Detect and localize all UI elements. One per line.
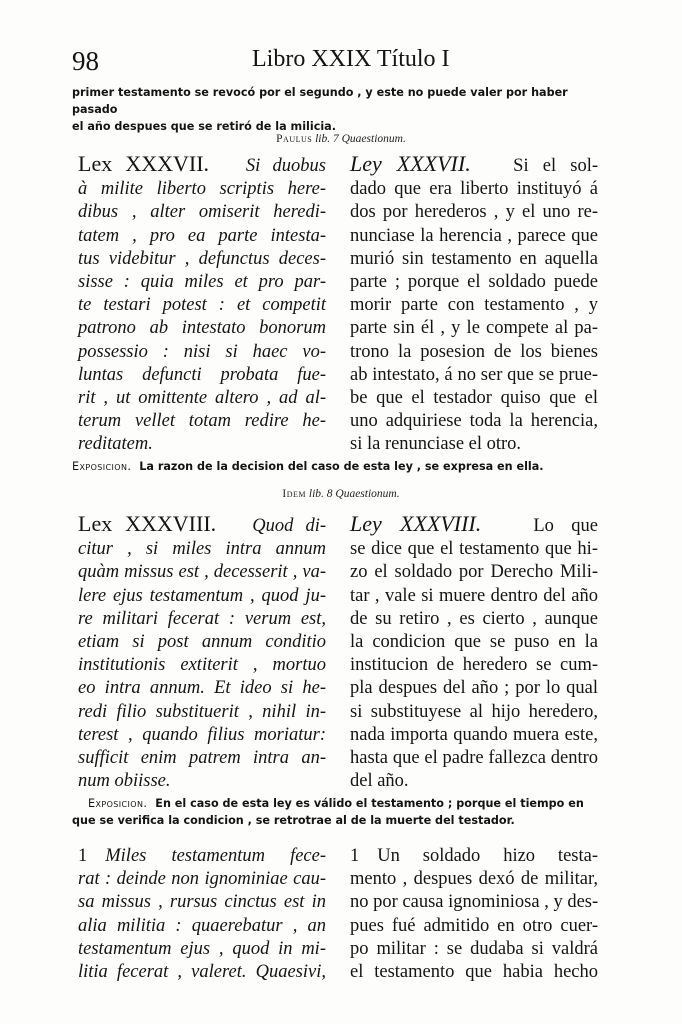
- law37-spanish-lead: Ley XXXVII.: [350, 151, 471, 176]
- latin-line: litia fecerat , valeret. Quaesivi,: [78, 962, 326, 983]
- spanish-line: mento , despues dexó de militar,: [350, 869, 598, 890]
- spanish-line: murió sin testamento en aquella: [350, 248, 598, 269]
- exposition-text: En el caso de esta ley es válido el testamento ; porque el tiempo en: [155, 797, 584, 810]
- spanish-line: parte sin él , y le compete al pa-: [350, 318, 598, 339]
- spanish-line: trono la posesion de los bienes: [350, 341, 598, 362]
- spanish-line: Un soldado hizo testa-: [377, 846, 598, 866]
- latin-line: Miles testamentum fece-: [105, 846, 326, 866]
- law38-latin-lead: Lex XXXVIII.: [78, 511, 217, 536]
- spanish-line: parte ; porque el soldado puede: [350, 272, 598, 293]
- intro-line: primer testamento se revocó por el segundo , y este no puede valer por haber pasado: [72, 86, 568, 116]
- spanish-line: si la renunciase el otro.: [350, 434, 522, 455]
- latin-line: eo intra annum. Et ideo si he-: [78, 678, 326, 699]
- intro-paragraph: [72, 84, 612, 135]
- spanish-line: si substituyese al hijo heredero,: [350, 701, 598, 722]
- spanish-line: hasta que el padre fallezca dentro: [350, 748, 598, 769]
- section1-latin-text: [78, 845, 326, 984]
- page-header: [72, 42, 612, 76]
- latin-line: rat : deinde non ignominiae cau-: [78, 869, 326, 890]
- spanish-line: pla despues del año ; por lo qual: [350, 678, 598, 699]
- spanish-line: zo el soldado por Derecho Mili-: [350, 562, 598, 583]
- spanish-line: Lo que: [533, 516, 599, 536]
- latin-line: terest , quando filius moriatur:: [78, 724, 326, 745]
- spanish-line: se dice que el testamento que hi-: [350, 539, 598, 560]
- spanish-line: be que el testador quiso que el: [350, 388, 598, 409]
- spanish-line: Si el sol-: [513, 156, 599, 176]
- exposition-label: Exposicion.: [88, 797, 148, 810]
- page-number: 98: [72, 46, 99, 76]
- law38-spanish-lead: Ley XXXVIII.: [350, 511, 482, 536]
- latin-line: etiam si post annum conditio: [78, 632, 326, 653]
- latin-line: possessio : nisi si haec vo-: [78, 341, 326, 362]
- law37-spanish-text: [350, 152, 598, 457]
- latin-line: alia militia : quaerebatur , an: [78, 915, 326, 936]
- latin-line: Quod di-: [252, 516, 327, 536]
- latin-line: terum vellet totam redire he-: [78, 411, 326, 432]
- law37-latin-lead: Lex XXXVII.: [78, 151, 210, 176]
- latin-line: tatem , pro ea parte intesta-: [78, 225, 326, 246]
- latin-line: luntas defuncti probata fue-: [78, 364, 326, 385]
- law38-source: [0, 488, 682, 500]
- latin-line: reditatem.: [78, 434, 153, 455]
- spanish-line: morir parte con testamento , y: [350, 295, 598, 316]
- law38-spanish-text: [350, 512, 598, 793]
- spanish-line: nunciase la herencia , parece que: [350, 225, 598, 246]
- latin-line: redi filio substituerit , nihil in-: [78, 701, 326, 722]
- law37-source-author: Paulus: [276, 133, 313, 145]
- latin-line: Si duobus: [245, 156, 327, 176]
- law38-source-ref: lib. 8 Quaestionum.: [308, 488, 400, 500]
- spanish-line: no por causa ignominiosa , y des-: [350, 892, 599, 913]
- section-number: 1: [350, 846, 360, 866]
- spanish-line: pues fué admitido en otro cuer-: [350, 915, 598, 936]
- latin-line: dibus , alter omiserit heredi-: [78, 202, 326, 223]
- exposition-text: que se verifica la condicion , se retrotrae al de la muerte del testador.: [72, 814, 515, 827]
- latin-line: citur , si miles intra annum: [78, 539, 326, 560]
- spanish-line: tar , vale si muere dentro del año: [350, 585, 598, 606]
- section-number: 1: [78, 846, 88, 866]
- spanish-line: institucion de heredero se cum-: [350, 655, 598, 676]
- spanish-line: uno adquiriese toda la herencia,: [350, 411, 598, 432]
- latin-line: institutionis extiterit , mortuo: [78, 655, 326, 676]
- law37-source-ref: lib. 7 Quaestionum.: [315, 133, 406, 145]
- spanish-line: de su retiro , es cierto , aunque: [350, 608, 598, 629]
- section1-spanish-text: [350, 845, 598, 984]
- latin-line: num obiisse.: [78, 771, 171, 792]
- running-head: Libro XXIX Título I: [252, 46, 450, 72]
- law38-exposition: [72, 795, 608, 829]
- latin-line: rit , ut omittente altero , ad al-: [78, 388, 326, 409]
- intro-line: el año despues que se retiró de la milicia.: [72, 120, 336, 133]
- latin-line: lere ejus testamentum , quod ju-: [78, 585, 326, 606]
- latin-line: à milite liberto scriptis here-: [78, 179, 326, 200]
- spanish-line: del año.: [350, 771, 409, 792]
- spanish-line: dos por herederos , y el uno re-: [350, 202, 598, 223]
- spanish-line: el testamento que habia hecho: [350, 962, 598, 983]
- latin-line: patrono ab intestato bonorum: [78, 318, 326, 339]
- latin-line: tus videbitur , defunctus deces-: [78, 248, 326, 269]
- law38-source-author: Idem: [282, 488, 306, 500]
- latin-line: quàm missus est , decesserit , va-: [78, 562, 326, 583]
- exposition-text: La razon de la decision del caso de esta ley , se expresa en ella.: [139, 460, 544, 473]
- spanish-line: la condicion que se puso en la: [350, 632, 598, 653]
- latin-line: re militari fecerat : verum est,: [78, 608, 326, 629]
- latin-line: sa missus , rursus cinctus est in: [78, 892, 326, 913]
- spanish-line: dado que era liberto instituyó á: [350, 179, 598, 200]
- spanish-line: ab intestato, á no ser que se prue-: [350, 364, 598, 385]
- latin-line: testamentum ejus , quod in mi-: [78, 938, 326, 959]
- exposition-label: Exposicion.: [72, 460, 132, 473]
- latin-line: sisse : quia miles et pro par-: [78, 272, 326, 293]
- spanish-line: nada importa quando muera este,: [350, 724, 598, 745]
- law37-source: [0, 133, 682, 145]
- law37-exposition: [72, 458, 612, 475]
- law37-latin-text: [78, 152, 326, 457]
- spanish-line: po militar : se dudaba si valdrá: [350, 938, 598, 959]
- latin-line: te testari potest : et competit: [78, 295, 326, 316]
- latin-line: sufficit enim patrem intra an-: [78, 748, 326, 769]
- law38-latin-text: [78, 512, 326, 793]
